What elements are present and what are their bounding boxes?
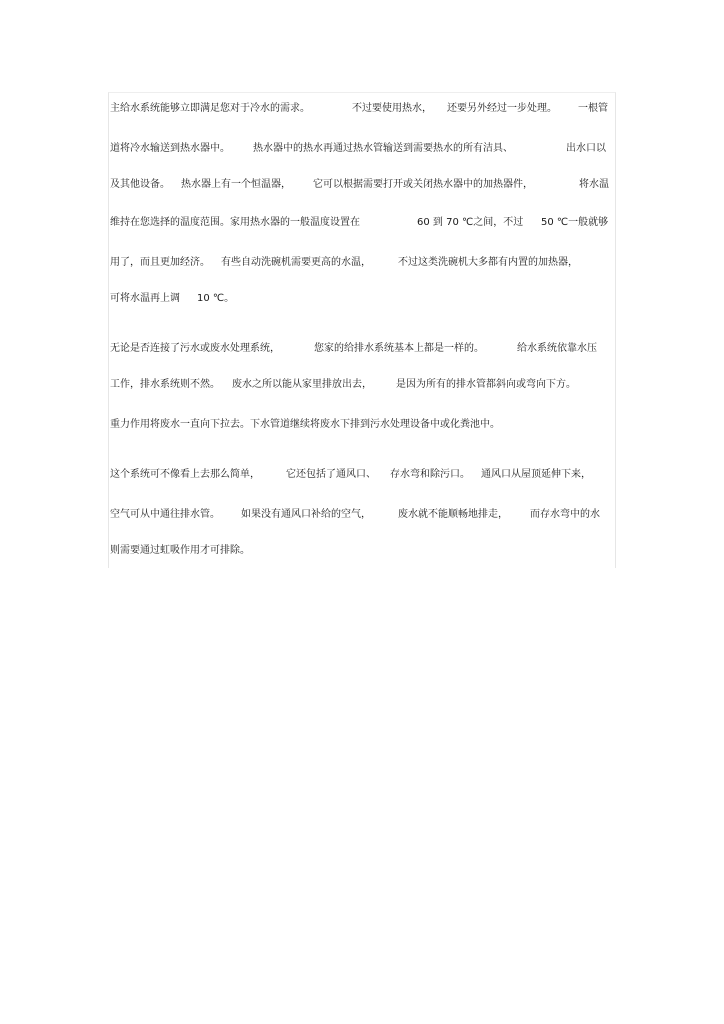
text-segment: 它还包括了通风口、 (286, 469, 376, 480)
text-segment: 则需要通过虹吸作用才可排除。 (110, 545, 250, 556)
text-segment: 给水系统依靠水压 (517, 343, 597, 354)
text-segment: 将水温 (579, 179, 609, 190)
text-line (109, 341, 617, 357)
text-segment: 维持在您选择的温度范围。家用热水器的一般温度设置在 (110, 217, 360, 228)
text-segment: 存水弯和除污口。 (390, 469, 470, 480)
text-segment: 这个系统可不像看上去那么简单， (110, 469, 260, 480)
text-line (109, 417, 617, 433)
text-segment: 是因为所有的排水管都斜向或弯向下方。 (396, 379, 576, 390)
text-line (109, 101, 617, 117)
text-segment: 主给水系统能够立即满足您对于冷水的需求。 (110, 103, 310, 114)
text-line (109, 177, 617, 193)
text-segment: 工作，排水系统则不然。 (110, 379, 220, 390)
text-segment: 您家的给排水系统基本上都是一样的。 (314, 343, 484, 354)
text-segment: 有些自动洗碗机需要更高的水温， (221, 257, 371, 268)
text-segment: 用了，而且更加经济。 (110, 257, 210, 268)
text-segment: 不过要使用热水， (352, 103, 432, 114)
text-segment: 重力作用将废水一直向下拉去。下水管道继续将废水下排到污水处理设备中或化粪池中。 (110, 419, 500, 430)
text-segment: 而存水弯中的水 (530, 509, 600, 520)
document-page (108, 92, 616, 568)
text-segment: 不过这类洗碗机大多都有内置的加热器， (398, 257, 578, 268)
text-line (109, 255, 617, 271)
text-segment: 如果没有通风口补给的空气， (241, 509, 371, 520)
text-segment: 它可以根据需要打开或关闭热水器中的加热器件， (313, 179, 533, 190)
text-segment: 50 ℃一般就够 (541, 217, 609, 228)
text-segment: 通风口从屋顶延伸下来， (481, 469, 591, 480)
text-segment: 还要另外经过一步处理。 (447, 103, 557, 114)
text-segment: 空气可从中通往排水管。 (110, 509, 220, 520)
text-line (109, 507, 617, 523)
text-line (109, 141, 617, 157)
text-segment: 10 ℃。 (197, 293, 235, 304)
text-line (109, 291, 617, 307)
text-segment: 及其他设备。 (110, 179, 170, 190)
text-line (109, 215, 617, 231)
text-segment: 一根管 (578, 103, 608, 114)
text-line (109, 377, 617, 393)
text-segment: 热水器上有一个恒温器， (181, 179, 291, 190)
text-segment: 热水器中的热水再通过热水管输送到需要热水的所有洁具、 (253, 143, 513, 154)
text-segment: 出水口以 (566, 143, 606, 154)
text-segment: 道将冷水输送到热水器中。 (110, 143, 230, 154)
text-line (109, 467, 617, 483)
text-segment: 60 到 70 ℃之间，不过 (417, 217, 524, 228)
text-segment: 可将水温再上调 (110, 293, 180, 304)
text-segment: 无论是否连接了污水或废水处理系统， (110, 343, 280, 354)
text-line (109, 543, 617, 559)
text-segment: 废水就不能顺畅地排走， (398, 509, 508, 520)
text-segment: 废水之所以能从家里排放出去， (232, 379, 372, 390)
